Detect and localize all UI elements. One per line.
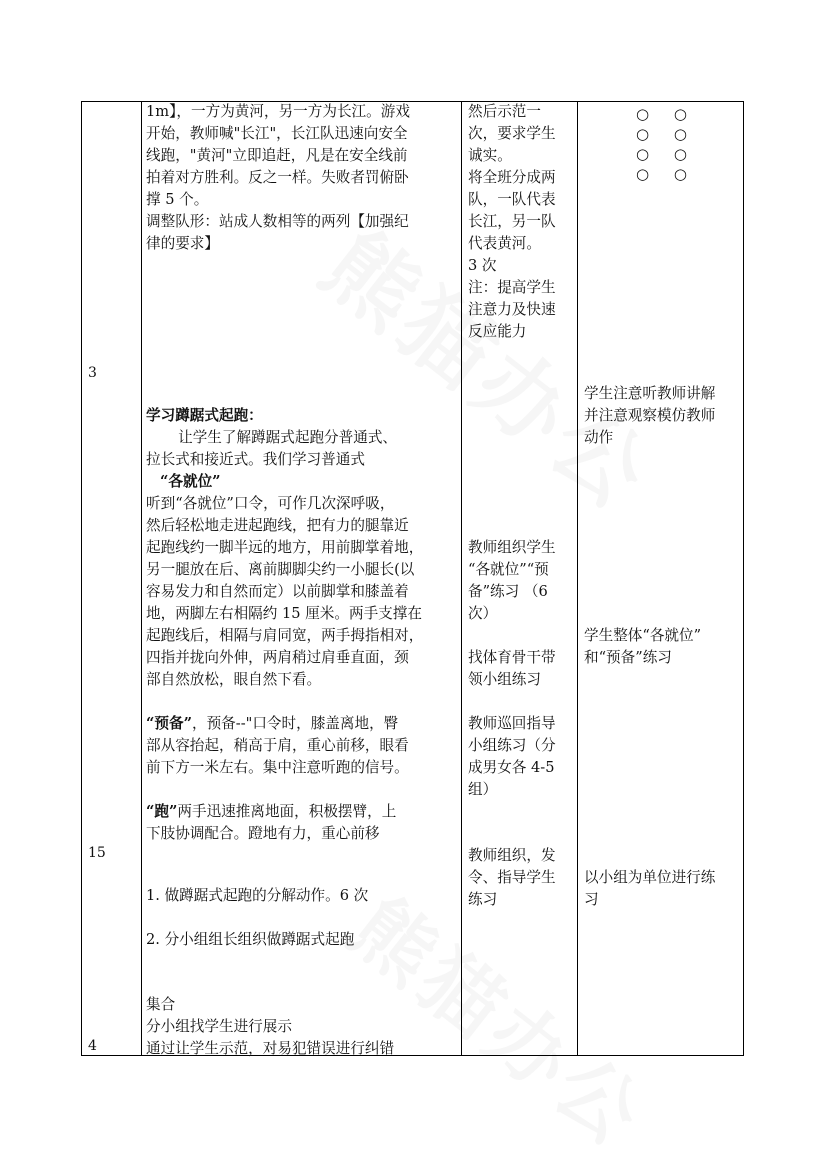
- content-line: 起跑线后，相隔与肩同宽，两手拇指相对，: [146, 627, 424, 644]
- content-line: 开始，教师喊"长江"，长江队迅速向安全: [146, 125, 408, 142]
- content-line: 四指并拢向外伸，两肩稍过肩垂直面，颈: [146, 649, 409, 666]
- run-paragraph: [146, 801, 460, 823]
- content-line: 然后轻松地走进起跑线，把有力的腿靠近: [146, 517, 409, 534]
- teacher-line: 队，一队代表: [468, 191, 556, 208]
- student-line: 学生整体“各就位”: [584, 627, 702, 644]
- teacher-block-2: [468, 537, 574, 625]
- teacher-line: 组）: [468, 781, 498, 798]
- formation-diagram: [636, 104, 697, 184]
- teacher-line: “各就位”“预: [468, 561, 549, 578]
- content-line: 1m】，一方为黄河，另一方为长江。游戏: [146, 103, 410, 120]
- teacher-line: 教师组织，发: [468, 847, 556, 864]
- content-line: 集合: [146, 996, 176, 1013]
- table-border-right: [743, 101, 744, 1056]
- teacher-line: 备”练习 （6: [468, 583, 548, 600]
- teacher-line: 长江，另一队: [468, 213, 556, 230]
- teacher-line: 令、指导学生: [468, 869, 556, 886]
- content-line: 另一腿放在后、离前脚脚尖约一小腿长(以: [146, 561, 415, 578]
- content-line: 两手迅速推离地面，积极摆臂，上: [177, 803, 397, 820]
- student-line: 和“预备”练习: [584, 649, 672, 666]
- content-line: 地，两脚左右相隔约 15 厘米。两手支撑在: [146, 605, 422, 622]
- teacher-line: 然后示范一: [468, 103, 541, 120]
- student-line: 以小组为单位进行练: [584, 869, 716, 886]
- content-end-block: [146, 994, 460, 1060]
- formation-row: ○ ○: [636, 105, 697, 123]
- content-line: 拍着对方胜利。反之一样。失败者罚俯卧: [146, 169, 409, 186]
- content-line: 律的要求】: [146, 235, 219, 252]
- teacher-block-3: [468, 647, 574, 691]
- teacher-line: 反应能力: [468, 323, 527, 340]
- formation-row: ○ ○: [636, 125, 697, 143]
- content-line: 让学生了解蹲踞式起跑分普通式、: [178, 429, 398, 446]
- content-line: 线跑，"黄河"立即追赶，凡是在安全线前: [146, 147, 408, 164]
- student-line: 学生注意听教师讲解: [584, 385, 716, 402]
- section-title: 学习蹲踞式起跑：: [146, 407, 263, 424]
- teacher-line: 诚实。: [468, 147, 512, 164]
- teacher-line: 次）: [468, 605, 498, 622]
- content-line: 通过让学生示范，对易犯错误进行纠错: [146, 1040, 395, 1057]
- content-line: 撑 5 个。: [146, 191, 209, 208]
- content-line: 听到“各就位”口令，可作几次深呼吸，: [146, 495, 395, 512]
- content-line: 起跑线约一脚半远的地方，用前脚掌着地，: [146, 539, 424, 556]
- teacher-line: 练习: [468, 891, 498, 908]
- content-line: 拉长式和接近式。我们学习普通式: [146, 451, 365, 468]
- content-line: 部自然放松，眼自然下看。: [146, 671, 322, 688]
- teacher-block-5: [468, 845, 574, 911]
- ready-title: “预备”: [146, 715, 192, 732]
- time-cell-3: 4: [88, 1038, 97, 1054]
- teacher-line: 代表黄河。: [468, 235, 541, 252]
- teacher-line: 教师巡回指导: [468, 715, 556, 732]
- teacher-line: 将全班分成两: [468, 169, 556, 186]
- teacher-line: 教师组织学生: [468, 539, 556, 556]
- teacher-line: 注：提高学生: [468, 279, 556, 296]
- student-block-2: [584, 625, 742, 669]
- time-cell-1: 3: [88, 365, 97, 381]
- content-line: 部从容抬起，稍高于肩，重心前移，眼看: [146, 737, 409, 754]
- teacher-block-4: [468, 713, 574, 801]
- teacher-line: 领小组练习: [468, 671, 541, 688]
- table-border-left: [81, 101, 82, 1056]
- teacher-line: 小组练习（分: [468, 737, 556, 754]
- content-line: 分小组找学生进行展示: [146, 1018, 292, 1035]
- content-line: 下肢协调配合。蹬地有力，重心前移: [146, 825, 380, 842]
- content-line: 前下方一米左右。集中注意听跑的信号。: [146, 759, 409, 776]
- student-block-1: [584, 383, 742, 449]
- content-line: 容易发力和自然而定）以前脚掌和膝盖着: [146, 583, 409, 600]
- teacher-line: 注意力及快速: [468, 301, 556, 318]
- step-1: 1. 做蹲踞式起跑的分解动作。6 次: [146, 887, 369, 904]
- teacher-line: 3 次: [468, 257, 497, 274]
- content-game-block: [146, 101, 458, 255]
- run-title: “跑”: [146, 803, 178, 820]
- teacher-line: 找体育骨干带: [468, 649, 556, 666]
- teacher-line: 次，要求学生: [468, 125, 556, 142]
- time-cell-2: 15: [88, 845, 106, 861]
- table-border-col1: [141, 101, 142, 1056]
- formation-row: ○ ○: [636, 145, 697, 163]
- position-title: “各就位”: [160, 473, 221, 490]
- step-2: 2. 分小组组长组织做蹲踞式起跑: [146, 931, 355, 948]
- teacher-line: 成男女各 4-5: [468, 759, 555, 776]
- student-line: 动作: [584, 429, 614, 446]
- content-start-block: [146, 405, 460, 845]
- ready-paragraph: [146, 713, 460, 735]
- formation-row: ○ ○: [636, 165, 697, 183]
- content-line: 调整队形：站成人数相等的两列【加强纪: [146, 213, 409, 230]
- table-border-col3: [577, 101, 578, 1056]
- student-block-3: [584, 867, 742, 911]
- content-line: ，预备--"口令时，膝盖离地，臀: [191, 715, 399, 732]
- student-line: 习: [584, 891, 599, 908]
- teacher-block-1: [468, 101, 574, 343]
- table-border-col2: [461, 101, 462, 1056]
- student-line: 并注意观察模仿教师: [584, 407, 716, 424]
